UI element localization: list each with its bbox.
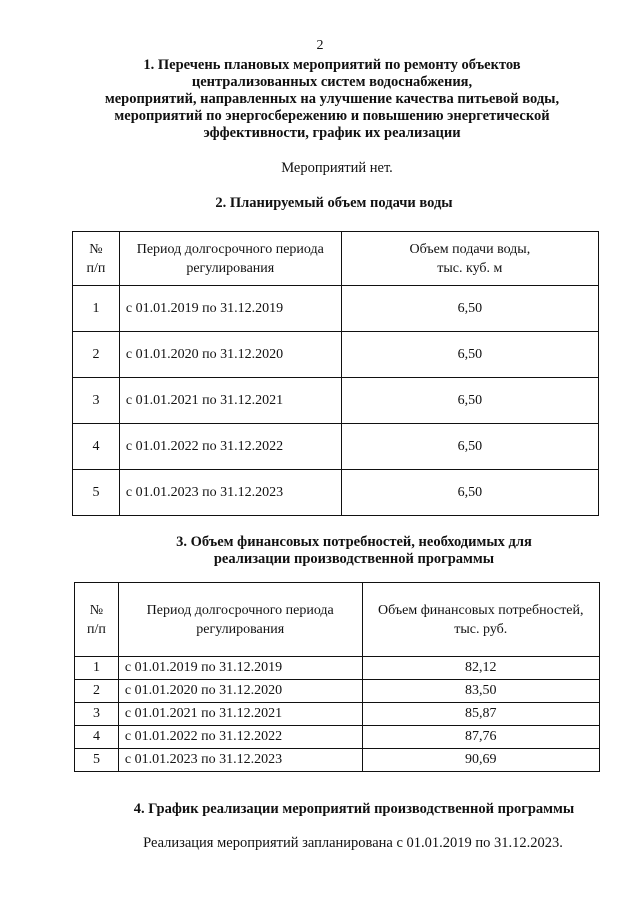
header-value: Объем подачи воды, тыс. куб. м	[341, 232, 598, 286]
header-num: № п/п	[75, 583, 119, 657]
header-period: Период долгосрочного периода регулирования	[119, 232, 341, 286]
section2-title-text: 2. Планируемый объем подачи воды	[215, 195, 453, 211]
section3-title-line: 3. Объем финансовых потребностей, необходимых для	[176, 534, 532, 550]
section4-title-text: 4. График реализации мероприятий производственной программы	[133, 801, 575, 817]
table-row	[73, 424, 599, 470]
row-period: с 01.01.2019 по 31.12.2019	[118, 657, 362, 680]
table-row	[75, 680, 600, 703]
table-row	[73, 286, 599, 332]
section3-title	[34, 534, 640, 568]
row-num: 1	[73, 286, 120, 332]
water-supply-table	[72, 231, 599, 516]
section4-title	[34, 801, 640, 818]
section2-title	[14, 195, 640, 212]
row-num: 4	[73, 424, 120, 470]
row-period: с 01.01.2020 по 31.12.2020	[119, 332, 341, 378]
row-num: 5	[73, 470, 120, 516]
row-num: 5	[75, 749, 119, 772]
table-row	[73, 470, 599, 516]
row-value: 6,50	[341, 470, 598, 516]
section1-title-line: мероприятий, направленных на улучшение качества питьевой воды,	[104, 91, 560, 107]
table-row	[73, 378, 599, 424]
row-value: 83,50	[362, 680, 599, 703]
row-period: с 01.01.2023 по 31.12.2023	[118, 749, 362, 772]
row-value: 90,69	[362, 749, 599, 772]
row-value: 6,50	[341, 378, 598, 424]
row-period: с 01.01.2021 по 31.12.2021	[118, 703, 362, 726]
row-num: 4	[75, 726, 119, 749]
table-row	[75, 726, 600, 749]
section1-text: Мероприятий нет.	[281, 160, 393, 176]
row-period: с 01.01.2022 по 31.12.2022	[119, 424, 341, 470]
row-num: 3	[73, 378, 120, 424]
table-row	[75, 657, 600, 680]
table-row	[75, 703, 600, 726]
row-num: 3	[75, 703, 119, 726]
table-header-row	[73, 232, 599, 286]
row-period: с 01.01.2023 по 31.12.2023	[119, 470, 341, 516]
row-value: 6,50	[341, 332, 598, 378]
section4-text: Реализация мероприятий запланирована с 01.01.2019 по 31.12.2023.	[143, 835, 563, 851]
row-period: с 01.01.2020 по 31.12.2020	[118, 680, 362, 703]
header-period: Период долгосрочного периода регулирования	[118, 583, 362, 657]
row-value: 82,12	[362, 657, 599, 680]
page-number: 2	[316, 38, 324, 53]
section1-title-line: мероприятий по энергосбережению и повышению энергетической	[114, 108, 550, 124]
row-value: 85,87	[362, 703, 599, 726]
row-num: 1	[75, 657, 119, 680]
row-value: 6,50	[341, 286, 598, 332]
row-value: 6,50	[341, 424, 598, 470]
section1-title-line: эффективности, график их реализации	[203, 125, 461, 141]
financial-needs-table	[74, 582, 600, 772]
section1-title-line: 1. Перечень плановых мероприятий по ремонту объектов	[143, 57, 521, 73]
row-period: с 01.01.2022 по 31.12.2022	[118, 726, 362, 749]
table-row	[73, 332, 599, 378]
header-value: Объем финансовых потребностей, тыс. руб.	[362, 583, 599, 657]
table-row	[75, 749, 600, 772]
row-num: 2	[73, 332, 120, 378]
table-header-row	[75, 583, 600, 657]
row-value: 87,76	[362, 726, 599, 749]
section1-title	[12, 57, 640, 142]
row-period: с 01.01.2021 по 31.12.2021	[119, 378, 341, 424]
row-period: с 01.01.2019 по 31.12.2019	[119, 286, 341, 332]
row-num: 2	[75, 680, 119, 703]
section1-title-line: централизованных систем водоснабжения,	[191, 74, 473, 90]
section3-title-line: реализации производственной программы	[213, 551, 495, 567]
header-num: № п/п	[73, 232, 120, 286]
